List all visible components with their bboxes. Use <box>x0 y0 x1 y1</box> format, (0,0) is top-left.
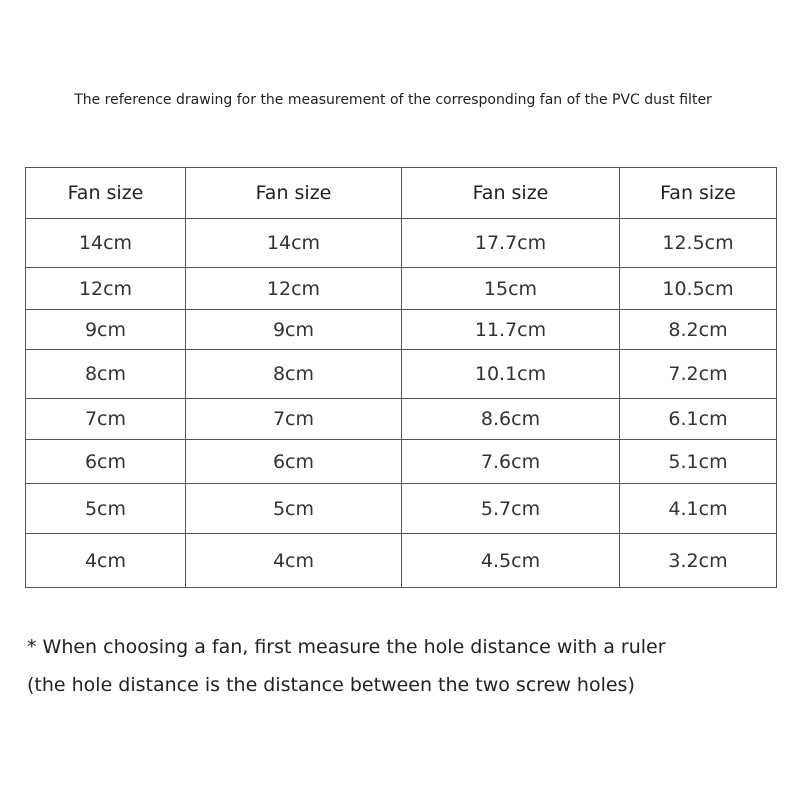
table-cell: 14cm <box>186 219 402 268</box>
table-row <box>26 268 777 310</box>
table-cell: 6cm <box>186 440 402 484</box>
table-cell: 4cm <box>26 534 186 588</box>
table-row <box>26 399 777 440</box>
table-cell: 5cm <box>186 484 402 534</box>
header-cell: Fan size <box>186 168 402 219</box>
table-cell: 4.1cm <box>620 484 777 534</box>
table-cell: 4cm <box>186 534 402 588</box>
table-header-row <box>26 168 777 219</box>
table-cell: 5.1cm <box>620 440 777 484</box>
table-cell: 9cm <box>26 310 186 350</box>
table-cell: 4.5cm <box>402 534 620 588</box>
table-cell: 8cm <box>186 350 402 399</box>
page-title: The reference drawing for the measurement of the corresponding fan of the PVC dust filter <box>74 92 712 108</box>
table-cell: 14cm <box>26 219 186 268</box>
table-cell: 17.7cm <box>402 219 620 268</box>
table-cell: 7.6cm <box>402 440 620 484</box>
table-cell: 5.7cm <box>402 484 620 534</box>
table-cell: 7cm <box>186 399 402 440</box>
table-row <box>26 310 777 350</box>
fan-size-table <box>25 167 777 588</box>
table-cell: 8.6cm <box>402 399 620 440</box>
table-cell: 12cm <box>186 268 402 310</box>
table-cell: 10.1cm <box>402 350 620 399</box>
table-row <box>26 534 777 588</box>
header-cell: Fan size <box>26 168 186 219</box>
header-cell: Fan size <box>402 168 620 219</box>
note-line-1: * When choosing a fan, first measure the hole distance with a ruler <box>27 636 666 658</box>
table-row <box>26 484 777 534</box>
table-cell: 11.7cm <box>402 310 620 350</box>
table-cell: 15cm <box>402 268 620 310</box>
table-cell: 6cm <box>26 440 186 484</box>
table-cell: 8.2cm <box>620 310 777 350</box>
table-cell: 12cm <box>26 268 186 310</box>
table-cell: 5cm <box>26 484 186 534</box>
table-cell: 9cm <box>186 310 402 350</box>
note-line-2: (the hole distance is the distance between the two screw holes) <box>27 674 635 696</box>
header-cell: Fan size <box>620 168 777 219</box>
table-cell: 7cm <box>26 399 186 440</box>
table-row <box>26 440 777 484</box>
table-cell: 8cm <box>26 350 186 399</box>
table-cell: 7.2cm <box>620 350 777 399</box>
table-row <box>26 219 777 268</box>
table-row <box>26 350 777 399</box>
table-cell: 12.5cm <box>620 219 777 268</box>
table-cell: 6.1cm <box>620 399 777 440</box>
table-cell: 10.5cm <box>620 268 777 310</box>
table-cell: 3.2cm <box>620 534 777 588</box>
